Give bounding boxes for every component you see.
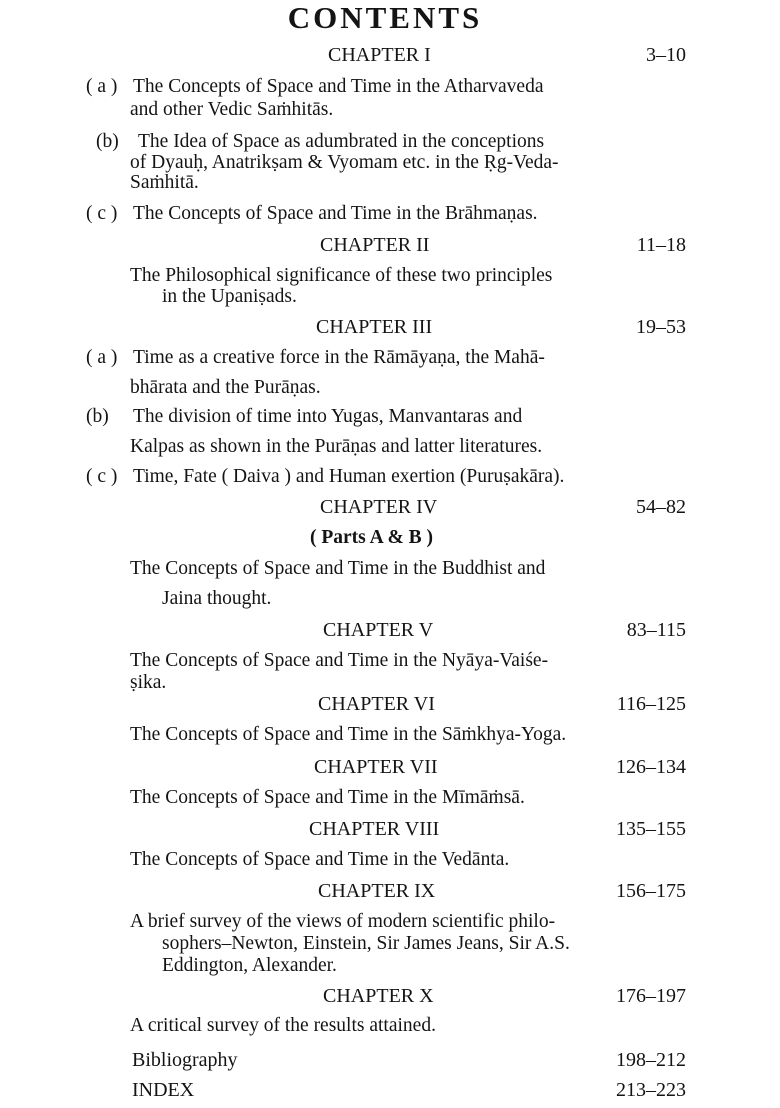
entry-line: Time, Fate ( Daiva ) and Human exertion (Puruṣakāra). <box>133 466 565 487</box>
chapter-heading: CHAPTER X <box>323 985 434 1007</box>
entry-line: Time as a creative force in the Rāmāyaṇa, the Mahā- <box>133 347 545 368</box>
chapter-pages: 176–197 <box>616 985 686 1007</box>
entry-line: bhārata and the Purāṇas. <box>130 377 321 398</box>
page-title: CONTENTS <box>287 0 483 35</box>
entry-line: Kalpas as shown in the Purāṇas and latter literatures. <box>130 436 543 457</box>
chapter-pages: 116–125 <box>616 693 686 715</box>
entry-line: The Concepts of Space and Time in the Vedānta. <box>130 849 510 870</box>
chapter-subheading: ( Parts A & B ) <box>310 527 433 548</box>
chapter-heading: CHAPTER VII <box>314 756 438 778</box>
entry-line: The Idea of Space as adumbrated in the conceptions <box>138 131 545 152</box>
entry-line: The Concepts of Space and Time in the Buddhist and <box>130 558 546 579</box>
entry-line: and other Vedic Saṁhitās. <box>130 99 334 120</box>
entry-line: in the Upaniṣads. <box>162 286 297 307</box>
entry-label: ( a ) <box>86 76 118 97</box>
entry-line: A brief survey of the views of modern scientific philo- <box>130 911 556 932</box>
chapter-heading: CHAPTER II <box>320 234 430 256</box>
entry-label: ( a ) <box>86 347 118 368</box>
chapter-pages: 3–10 <box>646 44 686 66</box>
chapter-pages: 126–134 <box>616 756 686 778</box>
entry-line: The Concepts of Space and Time in the Nyāya-Vaiśe- <box>130 650 549 671</box>
entry-line: The Philosophical significance of these two principles <box>130 265 553 286</box>
chapter-heading: CHAPTER IX <box>318 880 436 902</box>
chapter-heading: CHAPTER III <box>316 316 433 338</box>
entry-line: The Concepts of Space and Time in the Brāhmaṇas. <box>133 203 538 224</box>
chapter-heading: CHAPTER VIII <box>309 818 440 840</box>
chapter-pages: 19–53 <box>636 316 686 338</box>
entry-line: ṣika. <box>130 672 167 693</box>
entry-line: Jaina thought. <box>162 588 272 609</box>
entry-label: (b) <box>96 131 119 152</box>
index-pages: 213–223 <box>616 1079 686 1101</box>
entry-line: of Dyauḥ, Anatrikṣam & Vyomam etc. in the Ṛg-Veda- <box>130 152 559 173</box>
chapter-pages: 156–175 <box>616 880 686 902</box>
chapter-pages: 135–155 <box>616 818 686 840</box>
entry-label: ( c ) <box>86 466 118 487</box>
entry-label: (b) <box>86 406 109 427</box>
chapter-pages: 83–115 <box>626 619 686 641</box>
chapter-heading: CHAPTER V <box>323 619 434 641</box>
entry-line: sophers–Newton, Einstein, Sir James Jeans, Sir A.S. <box>162 933 570 954</box>
entry-line: The Concepts of Space and Time in the Mīmāṁsā. <box>130 787 525 808</box>
chapter-heading: CHAPTER VI <box>318 693 435 715</box>
entry-label: ( c ) <box>86 203 118 224</box>
chapter-pages: 11–18 <box>636 234 686 256</box>
entry-line: Saṁhitā. <box>130 172 199 193</box>
chapter-pages: 54–82 <box>636 496 686 518</box>
chapter-heading: CHAPTER I <box>328 44 431 66</box>
entry-line: The Concepts of Space and Time in the Sāṁkhya-Yoga. <box>130 724 567 745</box>
entry-line: The Concepts of Space and Time in the Atharvaveda <box>133 76 544 97</box>
entry-line: The division of time into Yugas, Manvantaras and <box>133 406 523 427</box>
chapter-heading: CHAPTER IV <box>320 496 438 518</box>
entry-line: Eddington, Alexander. <box>162 955 337 976</box>
bibliography-label: Bibliography <box>132 1049 238 1071</box>
bibliography-pages: 198–212 <box>616 1049 686 1071</box>
index-label: INDEX <box>132 1079 195 1101</box>
entry-line: A critical survey of the results attained. <box>130 1015 436 1036</box>
